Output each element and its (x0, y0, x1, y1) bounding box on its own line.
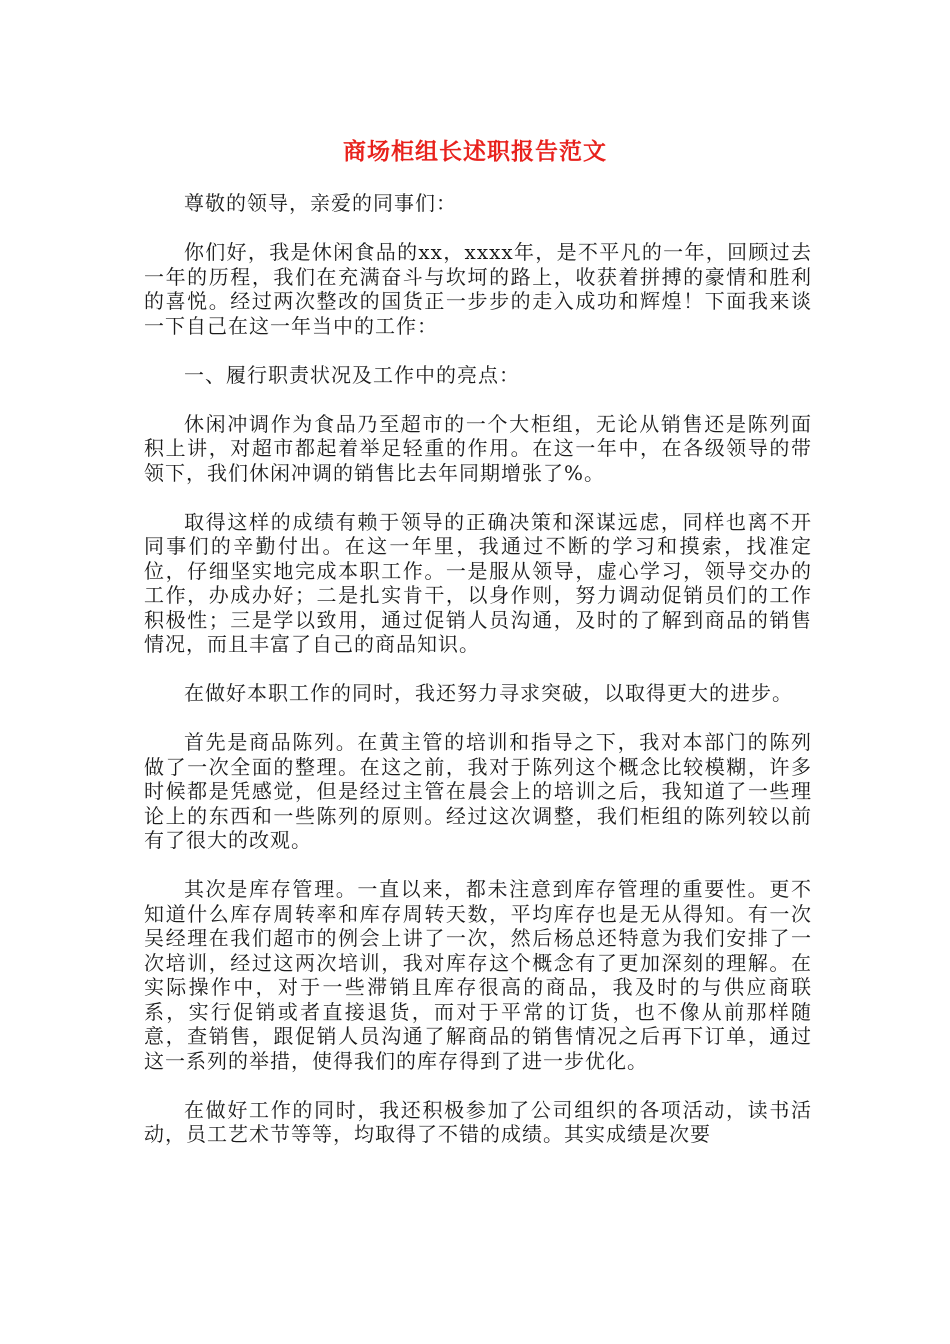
paragraph-merchandise-display: 首先是商品陈列。在黄主管的培训和指导之下，我对本部门的陈列做了一次全面的整理。在这之前，我对于陈列这个概念比较模糊，许多时候都是凭感觉，但是经过主管在晨会上的培训之后，我知道了一些理论上的东西和一些陈列的原则。经过这次调整，我们柜组的陈列较以前有了很大的改观。 (144, 730, 812, 852)
paragraph-sales-growth: 休闲冲调作为食品乃至超市的一个大柜组，无论从销售还是陈列面积上讲，对超市都起着举足轻重的作用。在这一年中，在各级领导的带领下，我们休闲冲调的销售比去年同期增张了%。 (144, 411, 812, 485)
paragraph-company-activities: 在做好工作的同时，我还积极参加了公司组织的各项活动，读书活动，员工艺术节等等，均取得了不错的成绩。其实成绩是次要 (144, 1097, 812, 1146)
paragraph-inventory-management: 其次是库存管理。一直以来，都未注意到库存管理的重要性。更不知道什么库存周转率和库存周转天数，平均库存也是无从得知。有一次吴经理在我们超市的例会上讲了一次，然后杨总还特意为我们安排了一次培训，经过这两次培训，我对库存这个概念有了更加深刻的理解。在实际操作中，对于一些滞销且库存很高的商品，我及时的与供应商联系，实行促销或者直接退货，而对于平常的订货，也不像从前那样随意，查销售，跟促销人员沟通了解商品的销售情况之后再下订单，通过这一系列的举措，使得我们的库存得到了进一步优化。 (144, 877, 812, 1073)
document-body (144, 191, 812, 1171)
paragraph-salutation: 尊敬的领导，亲爱的同事们： (184, 191, 457, 215)
document-title: 商场柜组长述职报告范文 (343, 139, 607, 165)
paragraph-introduction: 你们好，我是休闲食品的xx，xxxx年，是不平凡的一年，回顾过去一年的历程，我们在充满奋斗与坎坷的路上，收获着拼搏的豪情和胜利的喜悦。经过两次整改的国货正一步步的走入成功和辉煌！下面我来谈一下自己在这一年当中的工作： (144, 240, 812, 338)
paragraph-breakthrough: 在做好本职工作的同时，我还努力寻求突破，以取得更大的进步。 (184, 681, 793, 705)
section-heading-duties: 一、履行职责状况及工作中的亮点： (184, 362, 520, 387)
paragraph-achievements: 取得这样的成绩有赖于领导的正确决策和深谋远虑，同样也离不开同事们的辛勤付出。在这一年里，我通过不断的学习和摸索，找准定位，仔细坚实地完成本职工作。一是服从领导，虚心学习，领导交办的工作，办成办好；二是扎实肯干，以身作则，努力调动促销员们的工作积极性；三是学以致用，通过促销人员沟通，及时的了解到商品的销售情况，而且丰富了自己的商品知识。 (144, 509, 812, 656)
